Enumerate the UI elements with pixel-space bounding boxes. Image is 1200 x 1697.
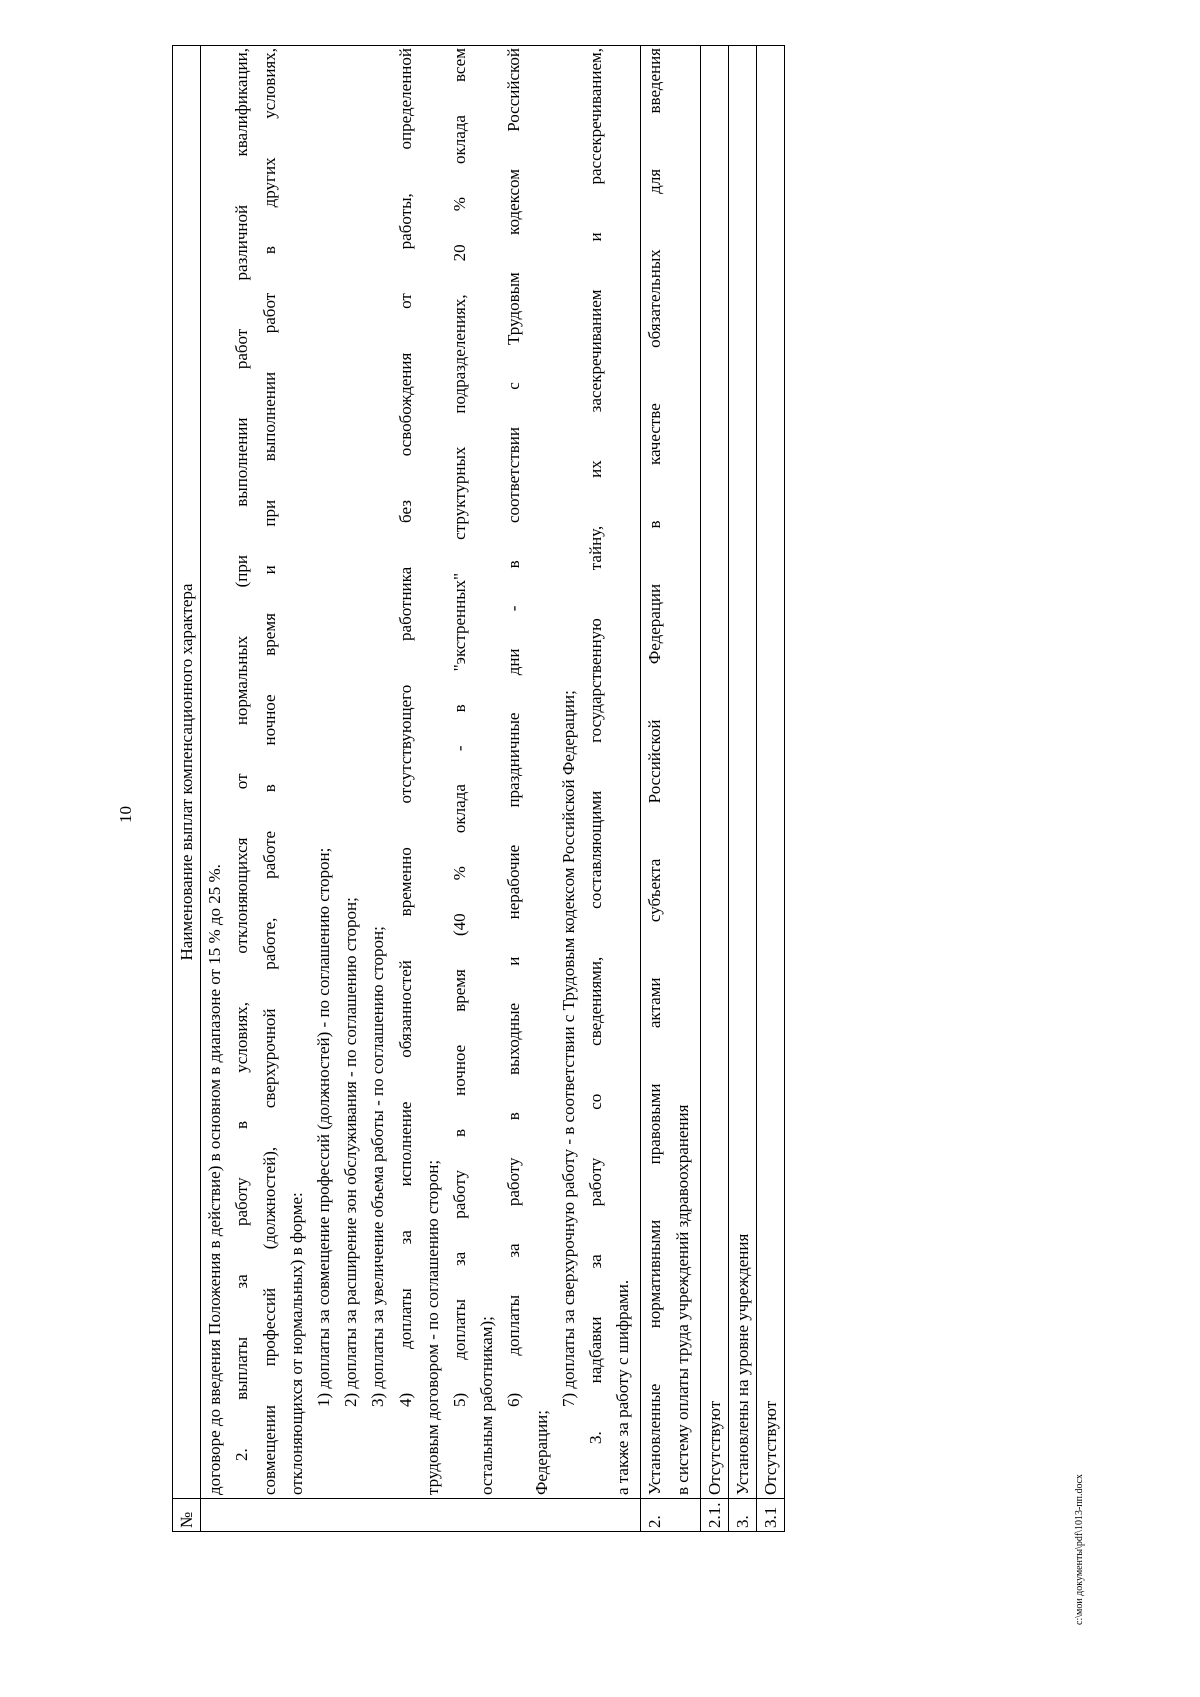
row-number: 2.1.	[700, 1499, 728, 1532]
text-line: 1) доплаты за совмещение профессий (должностей) - по соглашению сторон;	[314, 847, 334, 1407]
table-header-row	[173, 46, 201, 1532]
row-content: Отсутствуют	[700, 46, 728, 1499]
page-number: 10	[116, 806, 135, 823]
text-line: договоре до введения Положения в действие) в основном в диапазоне от 15 % до 25 %.	[205, 864, 225, 1495]
text-line: 4) доплаты за исполнение обязанностей временно отсутствующего работника без освобождения от работы, определенной	[395, 48, 415, 1407]
text-line: 2) доплаты за расширение зон обслуживания - по соглашению сторон;	[341, 897, 361, 1407]
row-content	[641, 46, 700, 1499]
header-number: №	[173, 1499, 201, 1532]
text-line: 6) доплаты за работу в выходные и нерабочие праздничные дни - в соответствии с Трудовым кодексом Российской	[504, 48, 524, 1407]
text-line: Установленные нормативными правовыми актами субъекта Российской Федерации в качестве обязательных для введения	[645, 48, 665, 1495]
row-content: Отсутствуют	[757, 46, 785, 1499]
compensation-table	[172, 45, 785, 1532]
text-line: 7) доплаты за сверхурочную работу - в соответствии с Трудовым кодексом Российской Федерации;	[558, 690, 578, 1407]
table-row	[201, 46, 641, 1532]
footer-file-path: c:\мои документы\pdf\1013-пп.docx	[1074, 1474, 1085, 1625]
text-line: трудовым договором - по соглашению сторон;	[422, 1159, 442, 1495]
header-title: Наименование выплат компенсационного характера	[173, 46, 201, 1499]
text-line: Федерации;	[531, 1409, 551, 1495]
compensation-table-rotated	[172, 45, 810, 1532]
row-content	[201, 46, 641, 1499]
table-row	[641, 46, 700, 1532]
table-row	[729, 46, 757, 1532]
text-line: 3) доплаты за увеличение объема работы - по соглашению сторон;	[368, 926, 388, 1407]
row-number-empty	[201, 1499, 641, 1532]
text-line: 3. надбавки за работу со сведениями, составляющими государственную тайну, их засекречиванием и рассекречиванием,	[586, 48, 606, 1444]
row-number: 3.	[729, 1499, 757, 1532]
row-content: Установлены на уровне учреждения	[729, 46, 757, 1499]
row-number: 3.1	[757, 1499, 785, 1532]
table-row	[700, 46, 728, 1532]
text-line: 5) доплаты за работу в ночное время (40 % оклада - в "экстренных" структурных подразделениях, 20 % оклада всем	[450, 48, 470, 1407]
row-number: 2.	[641, 1499, 700, 1532]
text-line: 2. выплаты за работу в условиях, отклоняющихся от нормальных (при выполнении работ различной квалификации,	[232, 48, 252, 1461]
text-line: в систему оплаты труда учреждений здравоохранения	[672, 1104, 692, 1495]
text-line: остальным работникам);	[477, 1316, 497, 1495]
text-line: отклоняющихся от нормальных) в форме:	[286, 1192, 306, 1495]
table-row	[757, 46, 785, 1532]
text-line: а также за работу с шифрами.	[613, 1279, 633, 1495]
text-line: совмещении профессий (должностей), сверхурочной работе, работе в ночное время и при выполнении работ в других условиях,	[259, 48, 279, 1495]
